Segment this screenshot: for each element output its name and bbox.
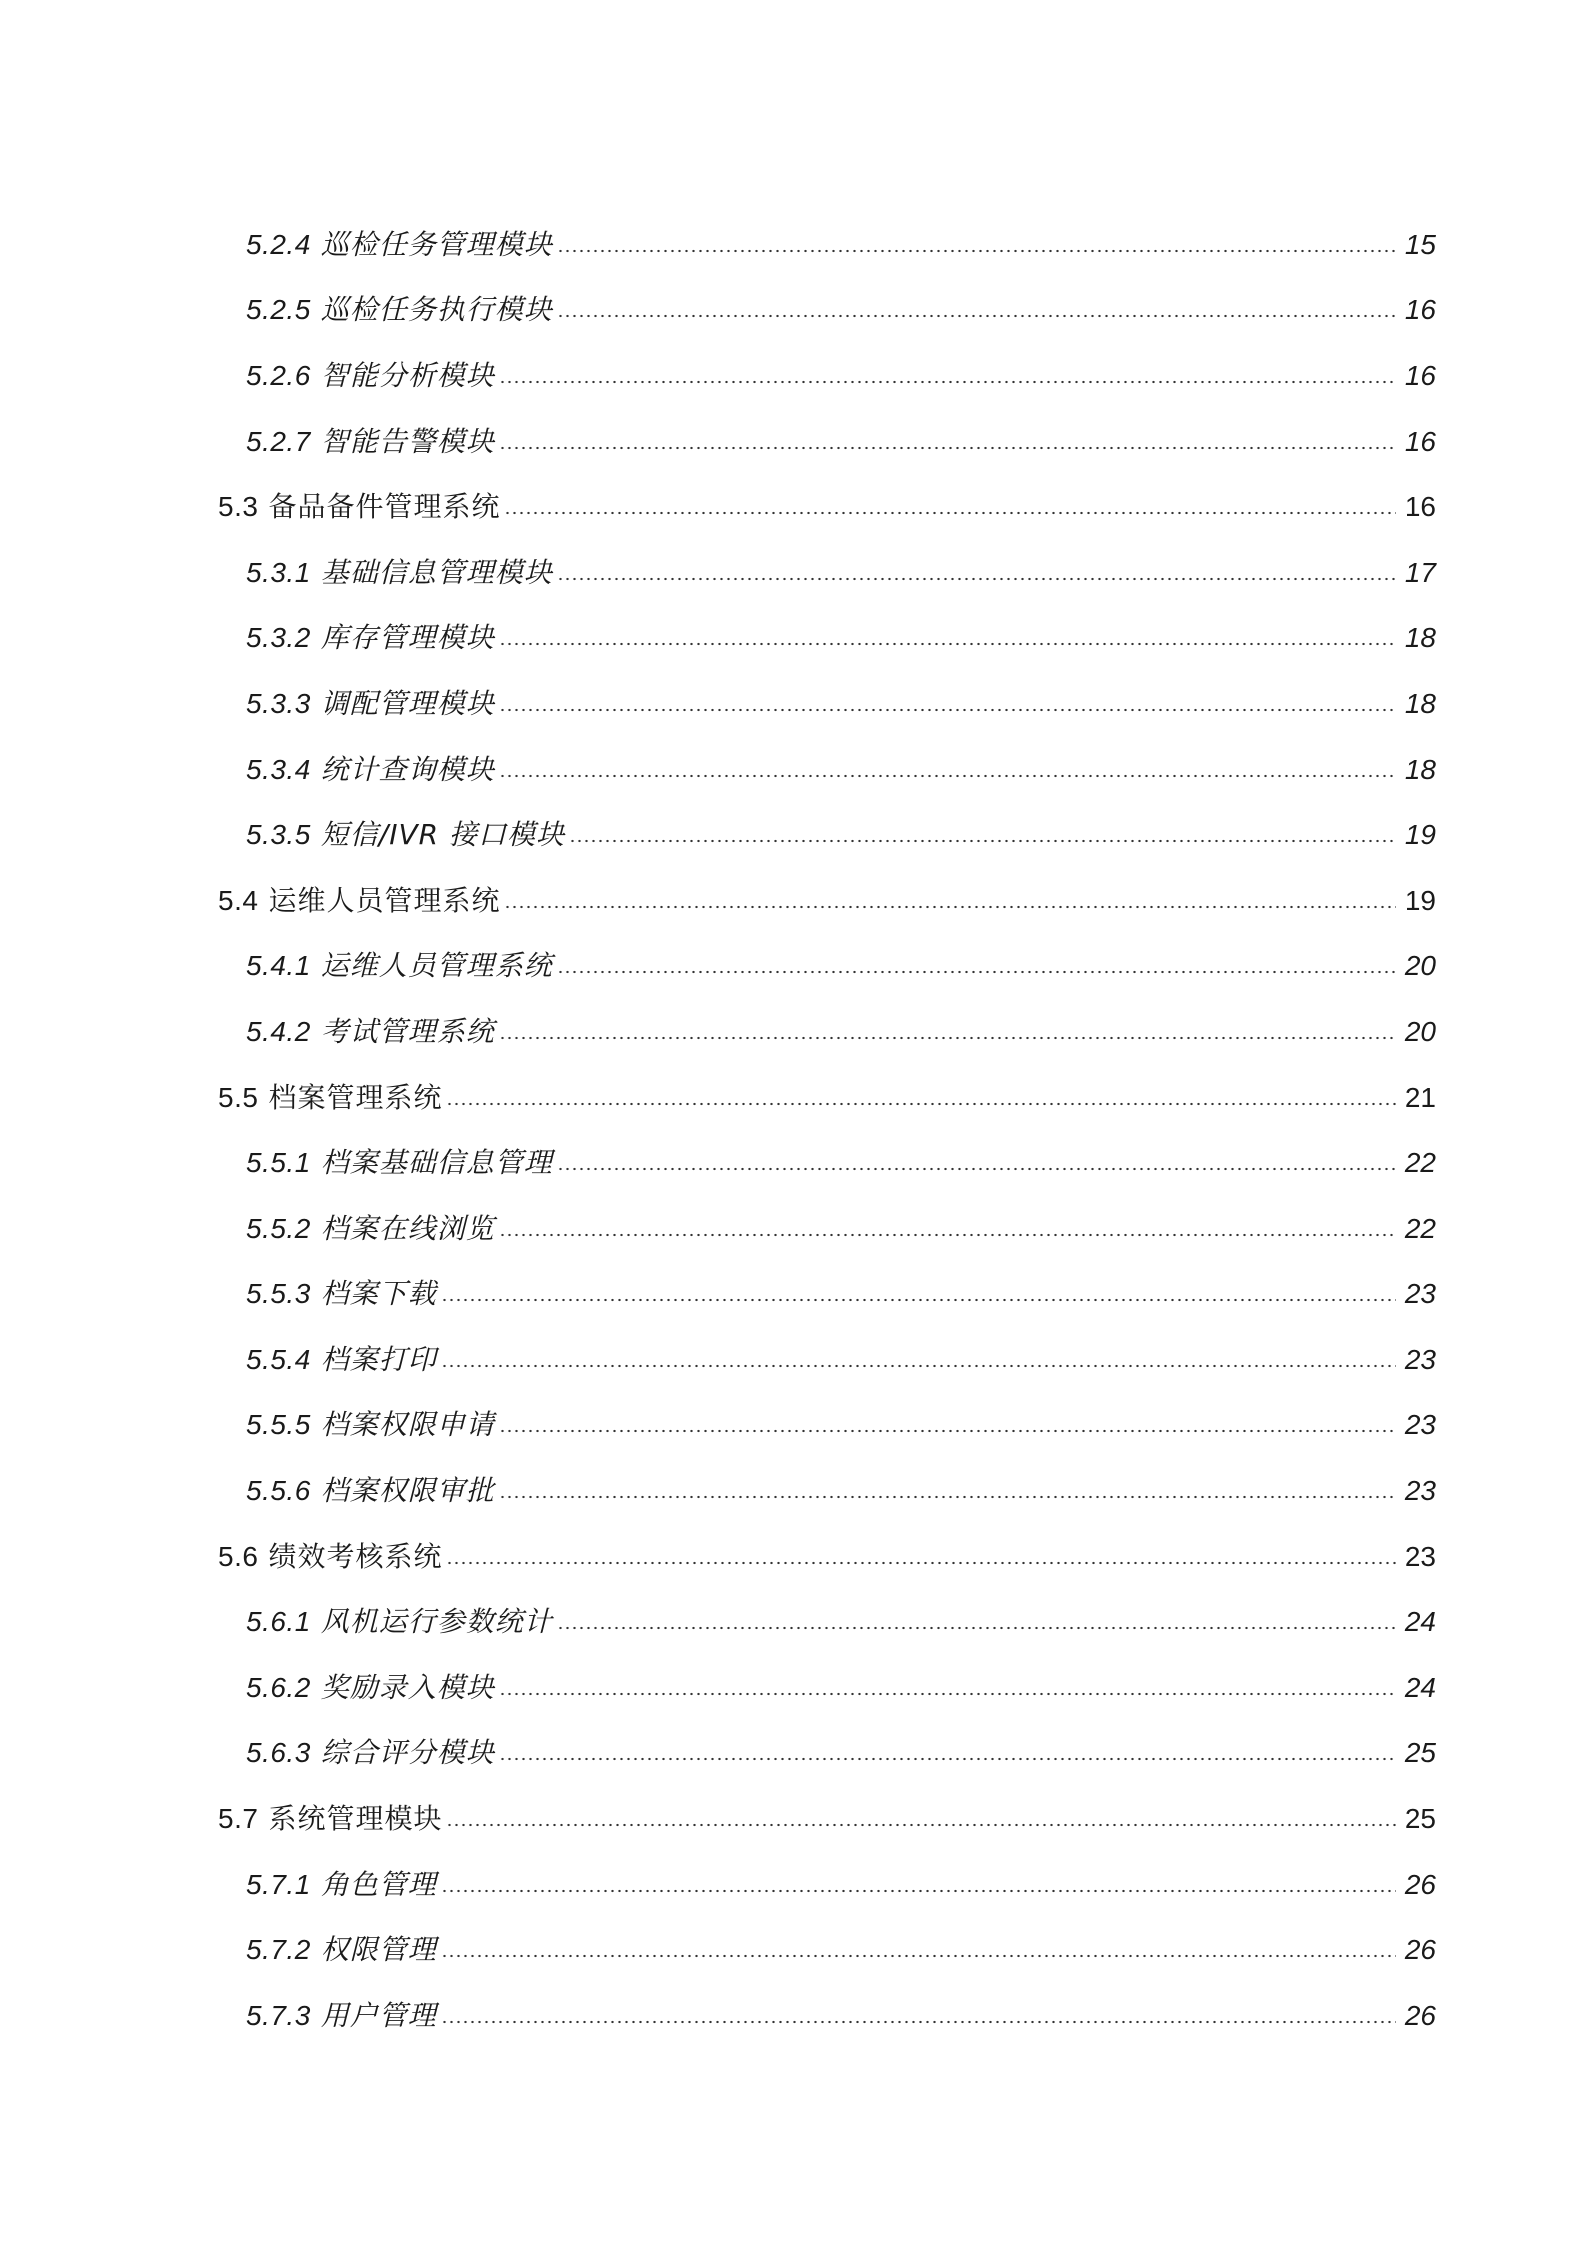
toc-entry-page: 24 <box>1404 1606 1436 1638</box>
toc-entry-page: 25 <box>1404 1737 1436 1769</box>
toc-entry-title: 档案基础信息管理 <box>320 1146 553 1180</box>
toc-entry-5-6[interactable] <box>218 1524 1436 1590</box>
toc-entry-title: 绩效考核系统 <box>268 1539 443 1573</box>
toc-entry-page: 20 <box>1404 1015 1436 1047</box>
toc-entry-title: 运维人员管理系统 <box>320 949 553 983</box>
toc-dot-leader <box>499 1692 1396 1696</box>
toc-entry-number: 5.7.2 <box>246 1934 311 1966</box>
toc-dot-leader <box>446 1102 1396 1106</box>
toc-dot-leader <box>499 642 1396 646</box>
toc-entry-5-2-4[interactable] <box>218 212 1436 278</box>
toc-dot-leader <box>441 2020 1396 2024</box>
toc-entry-page: 23 <box>1404 1343 1436 1375</box>
toc-entry-page: 16 <box>1404 294 1436 326</box>
toc-entry-title: 智能告警模块 <box>320 424 495 458</box>
toc-entry-page: 16 <box>1404 491 1436 523</box>
toc-entry-number: 5.5.1 <box>246 1147 311 1179</box>
toc-dot-leader <box>557 970 1396 974</box>
toc-entry-title: 角色管理 <box>320 1867 437 1901</box>
toc-dot-leader <box>499 1429 1396 1433</box>
toc-entry-5-3[interactable] <box>218 474 1436 540</box>
toc-entry-5-6-2[interactable] <box>218 1655 1436 1721</box>
toc-entry-number: 5.3 <box>218 491 259 523</box>
toc-entry-title: 考试管理系统 <box>320 1014 495 1048</box>
toc-entry-number: 5.2.6 <box>246 359 311 391</box>
toc-dot-leader <box>499 380 1396 384</box>
toc-dot-leader <box>557 577 1396 581</box>
toc-entry-number: 5.7 <box>218 1803 259 1835</box>
toc-entry-number: 5.2.4 <box>246 228 311 260</box>
toc-dot-leader <box>499 1495 1396 1499</box>
toc-entry-5-5-6[interactable] <box>218 1458 1436 1524</box>
toc-entry-5-3-4[interactable] <box>218 737 1436 803</box>
toc-entry-5-7-1[interactable] <box>218 1852 1436 1918</box>
toc-dot-leader <box>499 1233 1396 1237</box>
toc-entry-title: 智能分析模块 <box>320 358 495 392</box>
toc-entry-number: 5.3.2 <box>246 622 311 654</box>
toc-entry-page: 19 <box>1404 884 1436 916</box>
toc-entry-number: 5.5.3 <box>246 1278 311 1310</box>
toc-entry-page: 18 <box>1404 622 1436 654</box>
toc-entry-title: 系统管理模块 <box>268 1802 443 1836</box>
toc-dot-leader <box>557 1626 1396 1630</box>
toc-entry-title: 巡检任务执行模块 <box>320 293 553 327</box>
toc-dot-leader <box>504 511 1396 515</box>
toc-entry-number: 5.3.3 <box>246 687 311 719</box>
toc-entry-page: 26 <box>1404 1868 1436 1900</box>
toc-entry-page: 24 <box>1404 1671 1436 1703</box>
toc-entry-page: 23 <box>1404 1475 1436 1507</box>
toc-entry-number: 5.6.3 <box>246 1737 311 1769</box>
toc-entry-5-5[interactable] <box>218 1065 1436 1131</box>
toc-entry-title: 档案权限审批 <box>320 1474 495 1508</box>
toc-entry-title: 巡检任务管理模块 <box>320 227 553 261</box>
toc-entry-page: 26 <box>1404 1999 1436 2031</box>
toc-entry-title: 备品备件管理系统 <box>268 490 501 524</box>
toc-entry-5-5-3[interactable] <box>218 1262 1436 1328</box>
toc-entry-5-7[interactable] <box>218 1786 1436 1852</box>
toc-entry-number: 5.4.1 <box>246 950 311 982</box>
toc-entry-page: 18 <box>1404 687 1436 719</box>
toc-entry-title: 档案权限申请 <box>320 1408 495 1442</box>
toc-entry-title: 档案在线浏览 <box>320 1211 495 1245</box>
toc-dot-leader <box>441 1954 1396 1958</box>
toc-entry-number: 5.3.5 <box>246 819 311 851</box>
toc-entry-number: 5.7.1 <box>246 1868 311 1900</box>
toc-entry-5-6-3[interactable] <box>218 1721 1436 1787</box>
toc-entry-title: 权限管理 <box>320 1933 437 1967</box>
toc-dot-leader <box>557 1167 1396 1171</box>
toc-entry-5-5-4[interactable] <box>218 1327 1436 1393</box>
toc-entry-5-5-1[interactable] <box>218 1130 1436 1196</box>
toc-entry-5-6-1[interactable] <box>218 1589 1436 1655</box>
toc-entry-number: 5.5.6 <box>246 1475 311 1507</box>
toc-entry-title: 档案下载 <box>320 1277 437 1311</box>
toc-dot-leader <box>499 708 1396 712</box>
toc-entry-page: 26 <box>1404 1934 1436 1966</box>
toc-entry-5-4-2[interactable] <box>218 999 1436 1065</box>
toc-entry-title: 调配管理模块 <box>320 686 495 720</box>
toc-entry-5-3-2[interactable] <box>218 606 1436 672</box>
toc-entry-5-4[interactable] <box>218 868 1436 934</box>
toc-entry-page: 22 <box>1404 1147 1436 1179</box>
toc-entry-page: 16 <box>1404 425 1436 457</box>
toc-entry-page: 23 <box>1404 1278 1436 1310</box>
toc-entry-number: 5.3.4 <box>246 753 311 785</box>
toc-entry-title: 运维人员管理系统 <box>268 883 501 917</box>
toc-entry-title: 用户管理 <box>320 1998 437 2032</box>
toc-entry-5-4-1[interactable] <box>218 934 1436 1000</box>
toc-entry-5-2-6[interactable] <box>218 343 1436 409</box>
toc-entry-title: 综合评分模块 <box>320 1736 495 1770</box>
toc-entry-number: 5.6 <box>218 1540 259 1572</box>
toc-entry-title: 统计查询模块 <box>320 752 495 786</box>
toc-entry-5-7-2[interactable] <box>218 1917 1436 1983</box>
toc-entry-5-5-2[interactable] <box>218 1196 1436 1262</box>
toc-dot-leader <box>499 774 1396 778</box>
toc-entry-title: 基础信息管理模块 <box>320 555 553 589</box>
toc-entry-5-2-7[interactable] <box>218 409 1436 475</box>
toc-entry-page: 16 <box>1404 359 1436 391</box>
toc-dot-leader <box>446 1823 1396 1827</box>
toc-entry-page: 22 <box>1404 1212 1436 1244</box>
toc-dot-leader <box>441 1889 1396 1893</box>
toc-entry-page: 21 <box>1404 1081 1436 1113</box>
toc-entry-5-7-3[interactable] <box>218 1983 1436 2049</box>
toc-entry-number: 5.4 <box>218 884 259 916</box>
toc-entry-number: 5.3.1 <box>246 556 311 588</box>
toc-entry-number: 5.5.5 <box>246 1409 311 1441</box>
toc-entry-number: 5.5.4 <box>246 1343 311 1375</box>
toc-entry-5-3-3[interactable] <box>218 671 1436 737</box>
toc-entry-page: 17 <box>1404 556 1436 588</box>
toc-entry-page: 23 <box>1404 1540 1436 1572</box>
toc-entry-page: 18 <box>1404 753 1436 785</box>
toc-dot-leader <box>446 1561 1396 1565</box>
toc-entry-title: 奖励录入模块 <box>320 1670 495 1704</box>
toc-entry-number: 5.5 <box>218 1081 259 1113</box>
toc-entry-title: 短信/IVR 接口模块 <box>320 818 565 852</box>
toc-dot-leader <box>504 905 1396 909</box>
toc-dot-leader <box>441 1364 1396 1368</box>
toc-entry-page: 23 <box>1404 1409 1436 1441</box>
toc-entry-number: 5.7.3 <box>246 1999 311 2031</box>
toc-dot-leader <box>441 1298 1396 1302</box>
toc-dot-leader <box>557 249 1396 253</box>
table-of-contents <box>218 212 1436 2049</box>
toc-entry-number: 5.2.7 <box>246 425 311 457</box>
toc-dot-leader <box>557 314 1396 318</box>
toc-entry-page: 19 <box>1404 819 1436 851</box>
toc-entry-number: 5.6.2 <box>246 1671 311 1703</box>
toc-entry-number: 5.2.5 <box>246 294 311 326</box>
toc-entry-5-2-5[interactable] <box>218 278 1436 344</box>
toc-dot-leader <box>499 1757 1396 1761</box>
toc-entry-title: 风机运行参数统计 <box>320 1605 553 1639</box>
toc-dot-leader <box>499 446 1396 450</box>
toc-entry-page: 25 <box>1404 1803 1436 1835</box>
toc-entry-number: 5.4.2 <box>246 1015 311 1047</box>
toc-entry-number: 5.6.1 <box>246 1606 311 1638</box>
toc-entry-title: 库存管理模块 <box>320 621 495 655</box>
toc-entry-5-5-5[interactable] <box>218 1393 1436 1459</box>
toc-entry-page: 20 <box>1404 950 1436 982</box>
toc-entry-page: 15 <box>1404 228 1436 260</box>
toc-entry-title: 档案管理系统 <box>268 1080 443 1114</box>
toc-entry-5-3-1[interactable] <box>218 540 1436 606</box>
toc-entry-title: 档案打印 <box>320 1342 437 1376</box>
toc-entry-5-3-5[interactable] <box>218 802 1436 868</box>
toc-dot-leader <box>569 839 1396 843</box>
toc-entry-number: 5.5.2 <box>246 1212 311 1244</box>
toc-dot-leader <box>499 1036 1396 1040</box>
